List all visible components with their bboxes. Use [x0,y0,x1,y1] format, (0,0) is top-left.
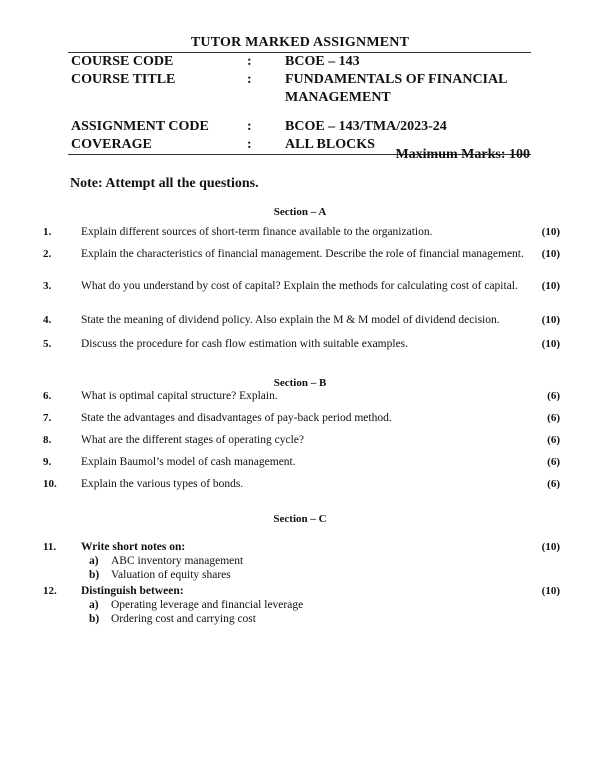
question-text: State the advantages and disadvantages of pay-back period method. [81,412,392,424]
sub-question-letter: b) [89,613,100,625]
section-c-heading: Section – C [273,513,327,525]
question-number: 7. [43,412,52,424]
question-text: Explain Baumol’s model of cash management. [81,456,296,468]
sub-question [81,613,524,626]
assignment-title: TUTOR MARKED ASSIGNMENT [190,35,410,50]
question-number: 4. [43,314,52,326]
course-code-row [68,53,531,71]
question-text: State the meaning of dividend policy. Also explain the M & M model of dividend decision. [81,314,500,326]
course-title-value: FUNDAMENTALS OF FINANCIAL MANAGEMENT [285,72,507,105]
question-marks: (10) [541,226,560,238]
assignment-code-value: BCOE – 143/TMA/2023-24 [285,119,447,134]
question-text: What are the different stages of operating cycle? [81,434,304,446]
question-marks: (10) [541,338,560,350]
question-text: Explain the characteristics of financial management. Describe the role of financial management. [81,248,524,260]
sub-question [81,569,524,582]
question-number: 5. [43,338,52,350]
course-code-label: COURSE CODE [71,54,174,69]
question-text: What do you understand by cost of capital? Explain the methods for calculating cost of capital. [81,280,518,292]
question-marks: (10) [541,585,560,597]
question-text: Explain the various types of bonds. [81,478,244,490]
course-code-colon: : [247,54,252,69]
assignment-code-row [68,118,531,136]
sub-question-letter: b) [89,569,100,581]
question-text-block [81,541,524,582]
coverage-label: COVERAGE [71,137,152,152]
question-number: 3. [43,280,52,292]
course-info-table [68,52,531,155]
coverage-value: ALL BLOCKS [285,137,375,152]
course-code-value: BCOE – 143 [285,54,360,69]
question-marks: (6) [547,456,560,468]
question-marks: (6) [547,412,560,424]
maximum-marks: Maximum Marks: 100 [395,147,530,162]
question-marks: (6) [547,478,560,490]
sub-question-letter: a) [89,599,99,611]
question-marks: (6) [547,434,560,446]
question-marks: (10) [541,280,560,292]
question-number: 10. [43,478,57,490]
question-text: What is optimal capital structure? Explain. [81,390,278,402]
question-text-block [81,585,524,626]
sub-question [81,555,524,568]
question-number: 8. [43,434,52,446]
sub-question-text: Valuation of equity shares [111,569,231,581]
assignment-code-label: ASSIGNMENT CODE [71,119,209,134]
question-marks: (6) [547,390,560,402]
question-marks: (10) [541,314,560,326]
course-title-label: COURSE TITLE [71,72,176,87]
question-number: 11. [43,541,57,553]
section-b-heading: Section – B [273,377,327,389]
section-a-heading: Section – A [273,206,327,218]
course-title-row [68,71,531,107]
question-text: Explain different sources of short-term finance available to the organization. [81,226,433,238]
question-number: 6. [43,390,52,402]
instruction-note: Note: Attempt all the questions. [70,176,259,191]
question-number: 2. [43,248,52,260]
sub-question-text: Ordering cost and carrying cost [111,613,256,625]
question-text: Discuss the procedure for cash flow estimation with suitable examples. [81,338,409,350]
question-marks: (10) [541,248,560,260]
sub-question-text: ABC inventory management [111,555,244,567]
coverage-colon: : [247,137,252,152]
sub-question [81,599,524,612]
question-number: 12. [43,585,57,597]
question-number: 1. [43,226,52,238]
question-marks: (10) [541,541,560,553]
question-text: Distinguish between: [81,585,184,597]
sub-question-letter: a) [89,555,99,567]
question-number: 9. [43,456,52,468]
course-title-colon: : [247,72,252,87]
assignment-code-colon: : [247,119,252,134]
question-text: Write short notes on: [81,541,186,553]
sub-question-text: Operating leverage and financial leverage [111,599,304,611]
